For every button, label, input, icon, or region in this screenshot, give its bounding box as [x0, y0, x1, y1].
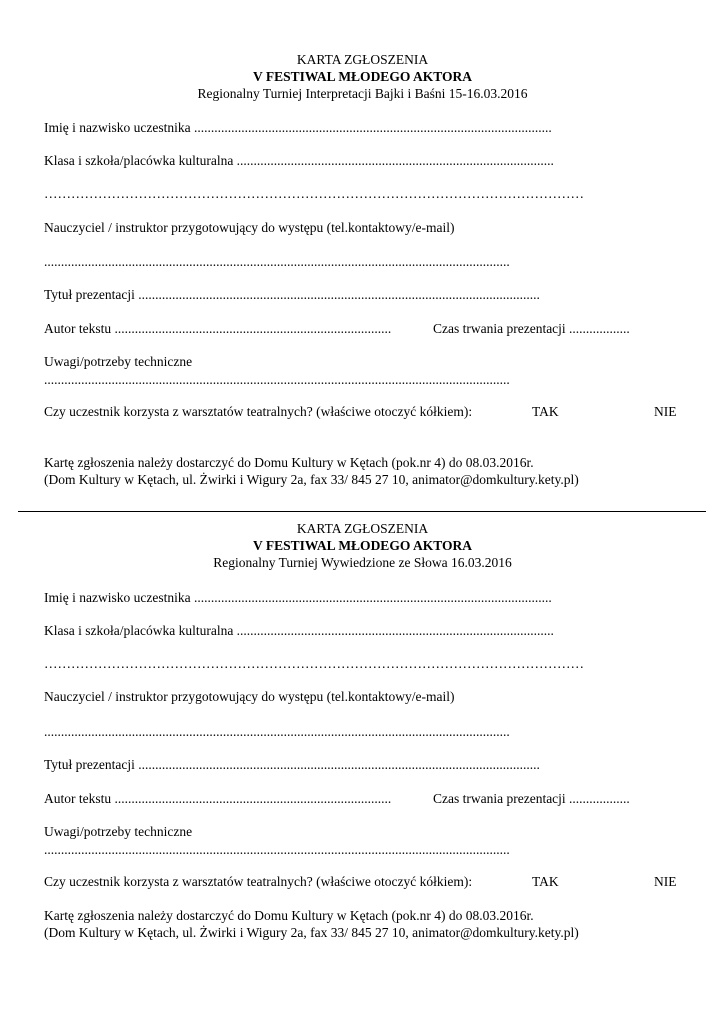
text-author-field[interactable]: Autor tekstu ..................................................................................	[44, 321, 392, 336]
teacher-contact-field[interactable]: ..........................................................................................................................................	[44, 724, 510, 739]
workshop-question: Czy uczestnik korzysta z warsztatów teatralnych? (właściwe otoczyć kółkiem):	[44, 874, 473, 889]
workshop-yes-option[interactable]: TAK	[532, 404, 559, 419]
technical-notes-field[interactable]: ..........................................................................................................................................	[44, 842, 510, 857]
festival-name: V FESTIWAL MŁODEGO AKTORA	[253, 69, 472, 84]
presentation-duration-field[interactable]: Czas trwania prezentacji ..................	[433, 791, 630, 806]
contact-details: (Dom Kultury w Kętach, ul. Żwirki i Wigury 2a, fax 33/ 845 27 10, animator@domkultury.kety.pl)	[44, 925, 579, 940]
delivery-instructions: Kartę zgłoszenia należy dostarczyć do Domu Kultury w Kętach (pok.nr 4) do 08.03.2016r.	[44, 455, 534, 470]
presentation-duration-field[interactable]: Czas trwania prezentacji ..................	[433, 321, 630, 336]
contact-details: (Dom Kultury w Kętach, ul. Żwirki i Wigury 2a, fax 33/ 845 27 10, animator@domkultury.kety.pl)	[44, 472, 579, 487]
teacher-label: Nauczyciel / instruktor przygotowujący do występu (tel.kontaktowy/e-mail)	[44, 689, 455, 704]
text-author-field[interactable]: Autor tekstu ..................................................................................	[44, 791, 392, 806]
delivery-instructions: Kartę zgłoszenia należy dostarczyć do Domu Kultury w Kętach (pok.nr 4) do 08.03.2016r.	[44, 908, 534, 923]
form-title: KARTA ZGŁOSZENIA	[296, 52, 429, 67]
workshop-yes-option[interactable]: TAK	[532, 874, 559, 889]
festival-name: V FESTIWAL MŁODEGO AKTORA	[253, 538, 472, 553]
presentation-title-field[interactable]: Tytuł prezentacji .......................................................................................................................	[44, 287, 540, 302]
teacher-contact-field[interactable]: ..........................................................................................................................................	[44, 254, 510, 269]
form-title: KARTA ZGŁOSZENIA	[296, 521, 429, 536]
class-school-field[interactable]: Klasa i szkoła/placówka kulturalna ..............................................................................................	[44, 153, 554, 168]
cut-line-divider	[18, 511, 706, 512]
workshop-question: Czy uczestnik korzysta z warsztatów teatralnych? (właściwe otoczyć kółkiem):	[44, 404, 473, 419]
tournament-subtitle: Regionalny Turniej Wywiedzione ze Słowa 16.03.2016	[213, 555, 512, 570]
workshop-no-option[interactable]: NIE	[654, 404, 677, 419]
class-school-field[interactable]: Klasa i szkoła/placówka kulturalna ..............................................................................................	[44, 623, 554, 638]
participant-name-field[interactable]: Imię i nazwisko uczestnika ..........................................................................................................	[44, 590, 552, 605]
class-school-continuation-field[interactable]: …………………………………………………………………………………………………………	[44, 186, 584, 201]
participant-name-field[interactable]: Imię i nazwisko uczestnika ..........................................................................................................	[44, 120, 552, 135]
class-school-continuation-field[interactable]: …………………………………………………………………………………………………………	[44, 656, 584, 671]
presentation-title-field[interactable]: Tytuł prezentacji .......................................................................................................................	[44, 757, 540, 772]
technical-notes-label: Uwagi/potrzeby techniczne	[44, 354, 193, 369]
teacher-label: Nauczyciel / instruktor przygotowujący do występu (tel.kontaktowy/e-mail)	[44, 220, 455, 235]
tournament-subtitle: Regionalny Turniej Interpretacji Bajki i Baśni 15-16.03.2016	[197, 86, 528, 101]
technical-notes-field[interactable]: ..........................................................................................................................................	[44, 372, 510, 387]
technical-notes-label: Uwagi/potrzeby techniczne	[44, 824, 193, 839]
workshop-no-option[interactable]: NIE	[654, 874, 677, 889]
